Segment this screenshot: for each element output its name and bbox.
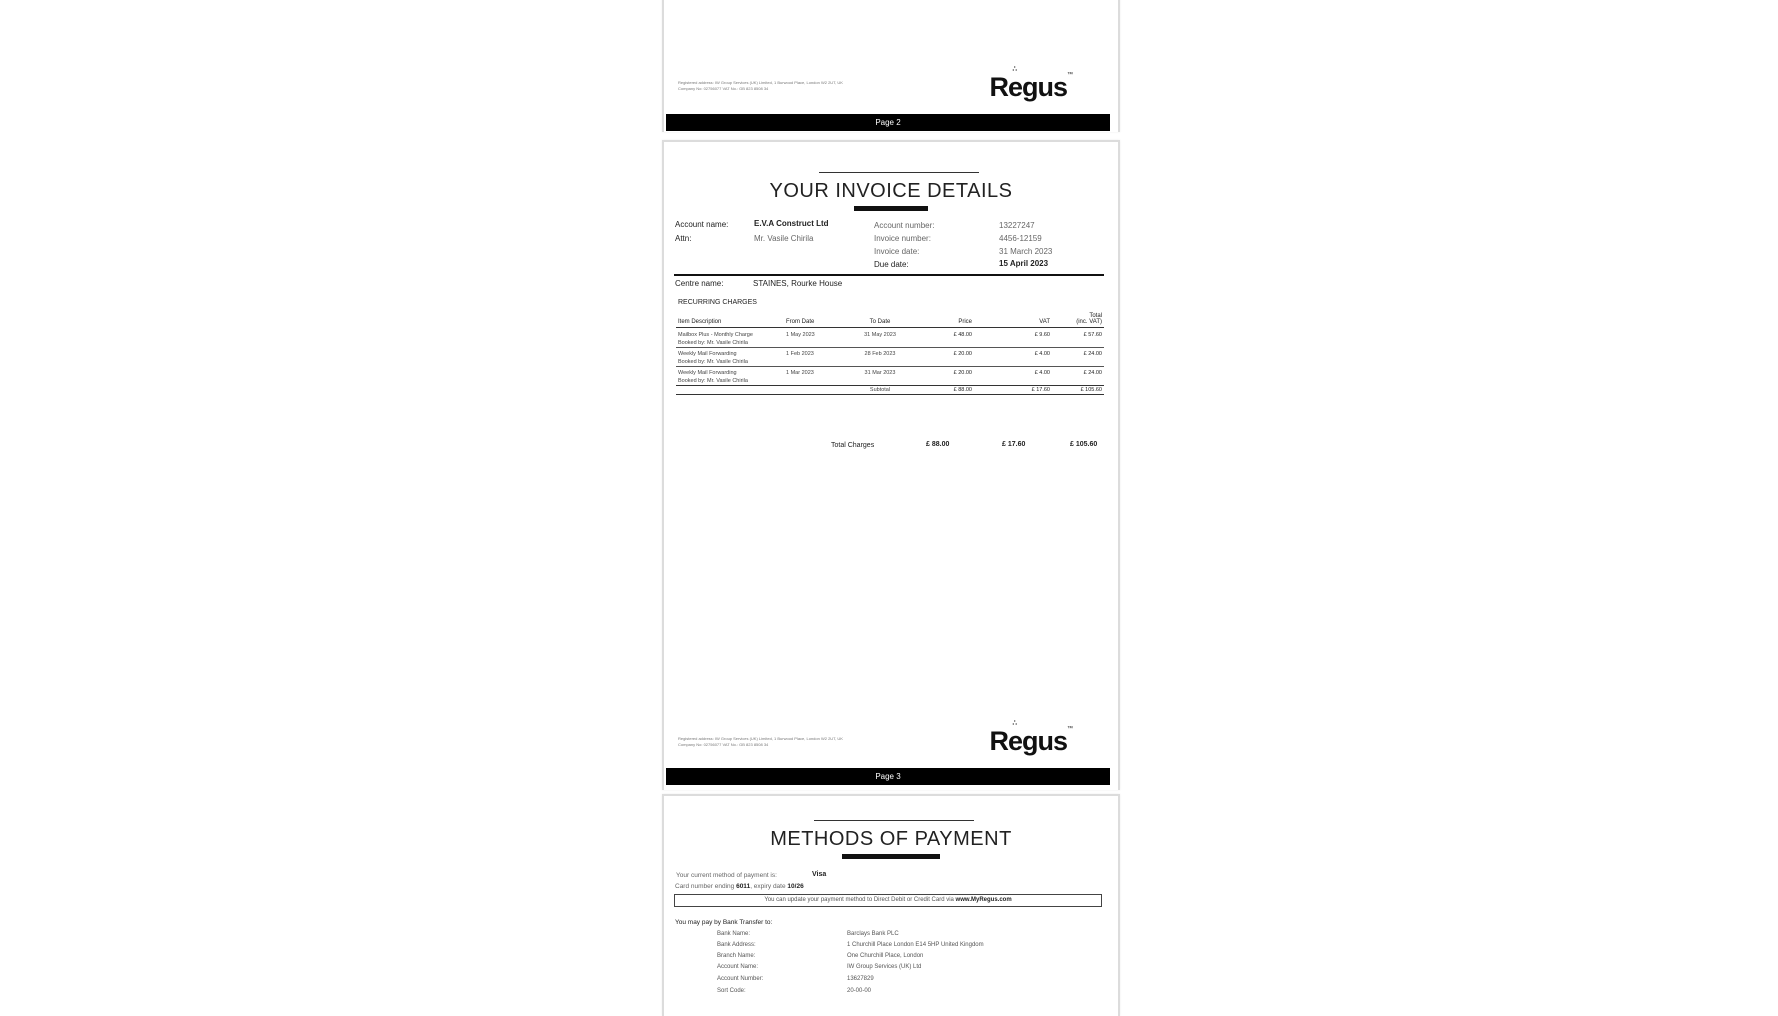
row-to: 31 Mar 2023 [864,370,896,376]
row-vat: £ 4.00 [1034,370,1050,376]
title-underline [854,206,928,211]
row-vat: £ 4.00 [1034,351,1050,357]
bank-name-label: Bank Name: [717,931,751,937]
account-name-value: IW Group Services (UK) Ltd [847,964,922,970]
page-number: Page 2 [875,118,901,127]
logo-text: Regus [989,726,1067,756]
title-top-rule [814,820,974,821]
row-to: 31 May 2023 [864,332,896,338]
invoice-date-value: 31 March 2023 [999,247,1053,256]
total-total: £ 105.60 [1070,441,1098,448]
row-booked-by: Booked by: Mr. Vasile Chirila [678,378,748,384]
table-row-booked [676,339,1104,348]
total-vat: £ 17.60 [1002,441,1026,448]
row-desc: Weekly Mail Forwarding [678,351,737,357]
table-row [676,328,1104,340]
account-number-label: Account Number: [717,976,764,982]
attn-value: Mr. Vasile Chirila [754,234,814,243]
row-vat: £ 9.60 [1034,332,1050,338]
col-total-line1: Total [1089,313,1102,319]
page-title: YOUR INVOICE DETAILS [769,180,1013,202]
col-total-line2: (inc. VAT) [1076,319,1102,325]
row-booked-by: Booked by: Mr. Vasile Chirila [678,359,748,365]
account-name-label: Account Name: [717,964,759,970]
card-ending: 6011 [736,883,751,890]
row-booked-by: Booked by: Mr. Vasile Chirila [678,340,748,346]
row-total: £ 24.00 [1083,370,1102,376]
table-row-booked [676,377,1104,386]
attn-label: Attn: [675,234,692,243]
due-date-label: Due date: [874,260,909,269]
sort-code-label: Sort Code: [717,988,746,994]
invoice-page-2 [662,0,1120,132]
total-price: £ 88.00 [926,441,950,448]
col-to: To Date [869,319,891,325]
table-row [676,348,1104,359]
bank-transfer-label: You may pay by Bank Transfer to: [675,919,773,926]
account-number-label: Account number: [874,221,935,230]
col-item: Item Description [678,319,722,325]
centre-name-label: Centre name: [675,279,724,288]
table-header-row [676,311,1104,328]
col-vat: VAT [1039,319,1050,325]
sort-code-value: 20-00-00 [847,988,872,994]
registered-address-footer [678,736,918,748]
page-number-bar [666,768,1110,785]
page-number: Page 3 [875,772,901,781]
expiry-prefix: , expiry date [750,883,786,890]
footer-company-vat: Company No: 02756077 VAT No.: GB 823 8508 34 [678,86,769,91]
regus-logo: ∴ Regus™ [989,720,1072,756]
table-row-booked [676,358,1104,367]
invoice-number-value: 4456-12159 [999,234,1042,243]
card-prefix: Card number ending [675,883,735,890]
recurring-charges-heading: RECURRING CHARGES [678,299,757,306]
logo-text: Regus [989,72,1067,102]
col-price: Price [958,319,972,325]
page-number-bar [666,114,1110,131]
account-number-value: 13227247 [999,221,1035,230]
col-total [1052,311,1104,328]
subtotal-label: Subtotal [869,387,891,393]
subtotal-vat: £ 17.60 [1031,387,1050,393]
row-to: 28 Feb 2023 [864,351,896,357]
row-from: 1 May 2023 [786,332,815,338]
registered-address-footer [678,80,918,92]
subtotal-row [676,386,1104,395]
total-charges-label: Total Charges [831,442,875,449]
title-underline [842,854,940,859]
bank-name-value: Barclays Bank PLC [847,931,899,937]
centre-name-value: STAINES, Rourke House [753,279,843,288]
row-from: 1 Feb 2023 [786,351,814,357]
row-price: £ 20.00 [953,370,972,376]
myregus-link[interactable]: www.MyRegus.com [955,897,1012,903]
charges-table [676,311,1104,395]
logo-dots-icon: ∴ [1012,66,1017,73]
branch-name-label: Branch Name: [717,953,756,959]
logo-dots-icon: ∴ [1012,720,1017,727]
row-price: £ 48.00 [953,332,972,338]
row-from: 1 Mar 2023 [786,370,814,376]
page-title: METHODS OF PAYMENT [770,828,1012,850]
table-row [676,367,1104,378]
account-name-value: E.V.A Construct Ltd [754,219,829,228]
invoice-page-4 [662,794,1120,1016]
invoice-number-label: Invoice number: [874,234,931,243]
bank-address-value: 1 Churchill Place London E14 5HP United Kingdom [847,942,984,948]
title-top-rule [819,172,979,173]
due-date-value: 15 April 2023 [999,259,1049,268]
current-method-value: Visa [812,871,827,878]
expiry-date: 10/26 [787,883,804,890]
row-total: £ 57.60 [1083,332,1102,338]
row-desc: Mailbox Plus - Monthly Charge [678,332,753,338]
subtotal-total: £ 105.60 [1080,387,1102,393]
header-divider [674,274,1104,276]
footer-address: Registered address: IW Group Services (UK) Limited, 1 Burwood Place, London W2 2UT, UK [678,736,843,741]
bank-address-label: Bank Address: [717,942,756,948]
update-note-text: You can update your payment method to Direct Debit or Credit Card via [764,897,954,903]
account-name-label: Account name: [675,220,729,229]
subtotal-price: £ 88.00 [953,387,972,393]
card-details [675,883,804,890]
branch-name-value: One Churchill Place, London [847,953,924,959]
update-payment-note [674,894,1102,907]
row-total: £ 24.00 [1083,351,1102,357]
account-number-value: 13627829 [847,976,874,982]
col-from: From Date [786,319,815,325]
current-method-label: Your current method of payment is: [676,872,777,879]
footer-company-vat: Company No: 02756077 VAT No.: GB 823 8508 34 [678,742,769,747]
footer-address: Registered address: IW Group Services (UK) Limited, 1 Burwood Place, London W2 2UT, UK [678,80,843,85]
invoice-page-3 [662,140,1120,790]
row-price: £ 20.00 [953,351,972,357]
row-desc: Weekly Mail Forwarding [678,370,737,376]
regus-logo: ∴ Regus™ [989,66,1072,102]
invoice-date-label: Invoice date: [874,247,920,256]
